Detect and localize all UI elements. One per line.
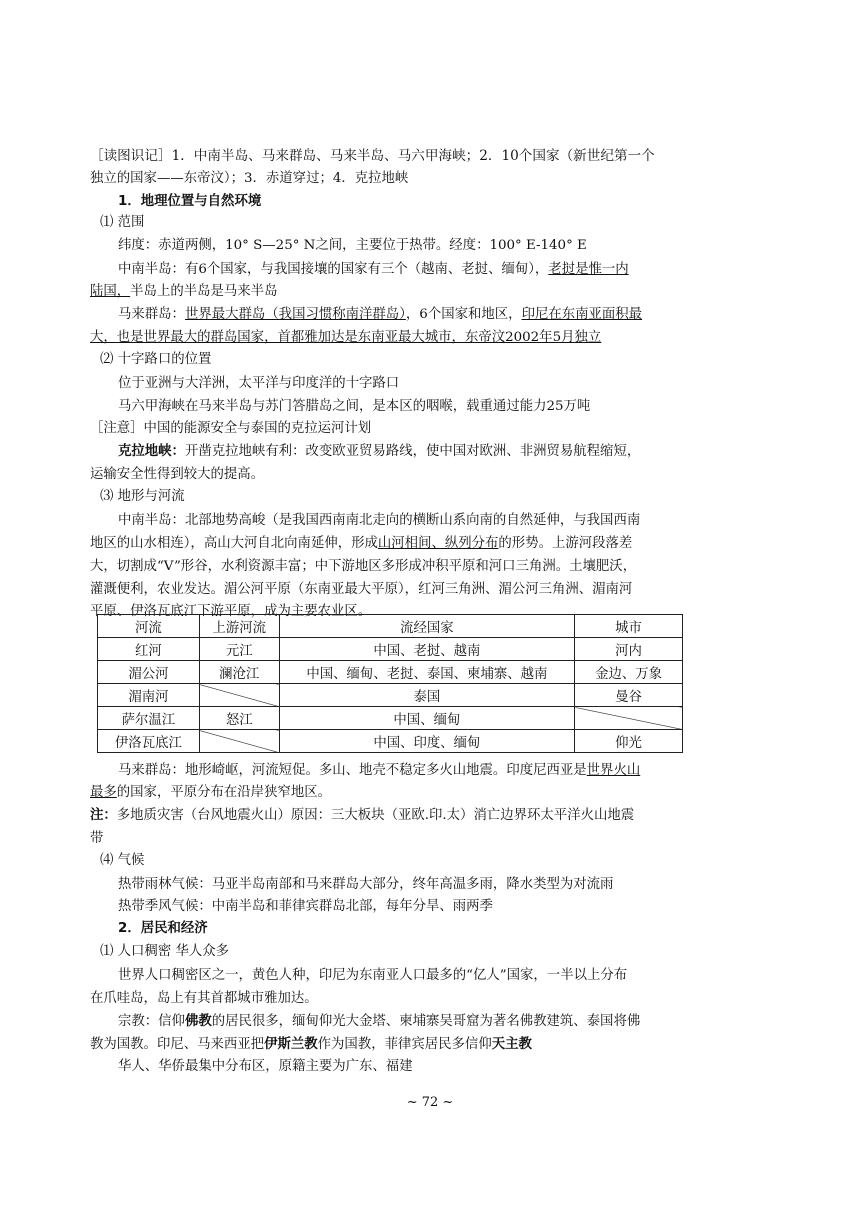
malay-archipelago-text-2: 大，也是世界最大的群岛国家，首都雅加达是东南亚最大城市，东帝汶2002年5月独立	[90, 330, 602, 345]
note-disasters: 注：多地质灾害（台风地震火山）原因：三大板块（亚欧.印.太）消亡边界环太平洋火山地震	[90, 808, 635, 823]
malacca-text: 马六甲海峡在马来半岛与苏门答腊岛之间，是本区的咽喉，载重通过能力25万吨	[118, 399, 591, 414]
sub-heading-population: ⑴ 人口稠密 华人众多	[100, 944, 230, 959]
note-disasters-2: 带	[90, 831, 104, 846]
table-row	[98, 638, 683, 661]
read-map-line-1: ［读图识记］1．中南半岛、马来群岛、马来半岛、马六甲海峡；2．10个国家（新世纪第一个	[90, 148, 655, 164]
malay-archipelago-text: 马来群岛：世界最大群岛（我国习惯称南洋群岛），6个国家和地区，印尼在东南亚面积最	[118, 307, 643, 322]
table-cell: 金边、万象	[575, 661, 683, 684]
table-cell-empty	[575, 707, 683, 730]
table-cell: 中国、缅甸、老挝、泰国、柬埔寨、越南	[279, 661, 574, 684]
table-cell: 泰国	[279, 684, 574, 707]
table-row	[98, 730, 683, 753]
indochina-text: 中南半岛：有6个国家，与我国接壤的国家有三个（越南、老挝、缅甸），老挝是惟一内	[118, 262, 629, 277]
terrain-text-4: 灌溉便利，农业发达。湄公河平原（东南亚最大平原），红河三角洲、湄公河三角洲、湄南河	[90, 582, 633, 597]
religion-text-1: 宗教：信仰佛教的居民很多，缅甸仰光大金塔、柬埔寨吴哥窟为著名佛教建筑、泰国将佛	[118, 1013, 641, 1029]
kra-text: 克拉地峡：开凿克拉地峡有利：改变欧亚贸易路线，使中国对欧洲、非洲贸易航程缩短，	[118, 444, 641, 459]
table-row	[98, 707, 683, 730]
table-header-row	[98, 615, 683, 638]
section1-title: 1．地理位置与自然环境	[118, 194, 262, 209]
read-map-line-2: 独立的国家——东帝汶）；3．赤道穿过；4．克拉地峡	[90, 171, 409, 186]
climate-rainforest: 热带雨林气候：马亚半岛南部和马来群岛大部分，终年高温多雨，降水类型为对流雨	[118, 877, 614, 892]
table-cell: 曼谷	[575, 684, 683, 707]
sub-heading-crossroads: ⑵ 十字路口的位置	[100, 352, 212, 367]
terrain-text-1: 中南半岛：北部地势高峻（是我国西南南北走向的横断山系向南的自然延伸，与我国西南	[118, 513, 641, 528]
terrain-text-5: 平原、伊洛瓦底江下游平原，成为主要农业区。	[90, 604, 372, 619]
population-text-1: 世界人口稠密区之一，黄色人种，印尼为东南亚人口最多的“亿人”国家，一半以上分布	[118, 968, 628, 983]
crossroads-text: 位于亚洲与大洋洲，太平洋与印度洋的十字路口	[118, 376, 400, 391]
sub-heading-climate: ⑷ 气候	[100, 853, 145, 868]
table-cell: 萨尔温江	[98, 707, 200, 730]
table-cell-empty	[199, 684, 279, 707]
table-row	[98, 684, 683, 707]
table-header: 上游河流	[199, 615, 279, 638]
table-cell: 伊洛瓦底江	[98, 730, 200, 753]
table-cell: 红河	[98, 638, 200, 661]
table-header: 城市	[575, 615, 683, 638]
indochina-text-2: 陆国，半岛上的半岛是马来半岛	[90, 284, 278, 299]
population-text-2: 在爪哇岛，岛上有其首都城市雅加达。	[90, 991, 318, 1006]
table-cell: 仰光	[575, 730, 683, 753]
table-cell: 元江	[199, 638, 279, 661]
table-row	[98, 661, 683, 684]
note-energy: ［注意］中国的能源安全与泰国的克拉运河计划	[90, 421, 372, 436]
latitude-text: 纬度：赤道两侧，10° S—25° N之间，主要位于热带。经度：100° E-140° E	[118, 238, 587, 253]
climate-monsoon: 热带季风气候：中南半岛和菲律宾群岛北部，每年分旱、雨两季	[118, 899, 493, 914]
table-cell: 中国、缅甸	[279, 707, 574, 730]
table-cell: 澜沧江	[199, 661, 279, 684]
table-cell: 湄公河	[98, 661, 200, 684]
table-cell: 中国、老挝、越南	[279, 638, 574, 661]
river-table	[97, 614, 683, 753]
terrain-text-3: 大，切割成“V”形谷，水利资源丰富；中下游地区多形成冲积平原和河口三角洲。土壤肥沃，	[90, 559, 637, 574]
table-cell: 湄南河	[98, 684, 200, 707]
table-cell: 怒江	[199, 707, 279, 730]
read-map-tag: ［读图识记］	[90, 148, 172, 164]
table-cell: 河内	[575, 638, 683, 661]
malay-terrain-text: 马来群岛：地形崎岖，河流短促。多山、地壳不稳定多火山地震。印度尼西亚是世界火山	[118, 763, 641, 778]
malay-terrain-text-2: 最多的国家，平原分布在沿岸狭窄地区。	[90, 785, 332, 800]
chinese-overseas-text: 华人、华侨最集中分布区，原籍主要为广东、福建	[118, 1059, 413, 1074]
table-cell: 中国、印度、缅甸	[279, 730, 574, 753]
table-header: 流经国家	[279, 615, 574, 638]
kra-text-2: 运输安全性得到较大的提高。	[90, 467, 265, 482]
sub-heading-terrain: ⑶ 地形与河流	[100, 489, 185, 504]
sub-heading-range: ⑴ 范围	[100, 215, 145, 230]
table-cell-empty	[199, 730, 279, 753]
religion-text-2: 教为国教。印尼、马来西亚把伊斯兰教作为国教，菲律宾居民多信仰天主教	[90, 1036, 532, 1052]
terrain-text-2: 地区的山水相连），高山大河自北向南延伸，形成山河相间、纵列分布的形势。上游河段落差	[90, 536, 633, 551]
table-header: 河流	[98, 615, 200, 638]
section2-title: 2．居民和经济	[118, 921, 208, 936]
page-number: ~ 72 ~	[406, 1095, 454, 1110]
